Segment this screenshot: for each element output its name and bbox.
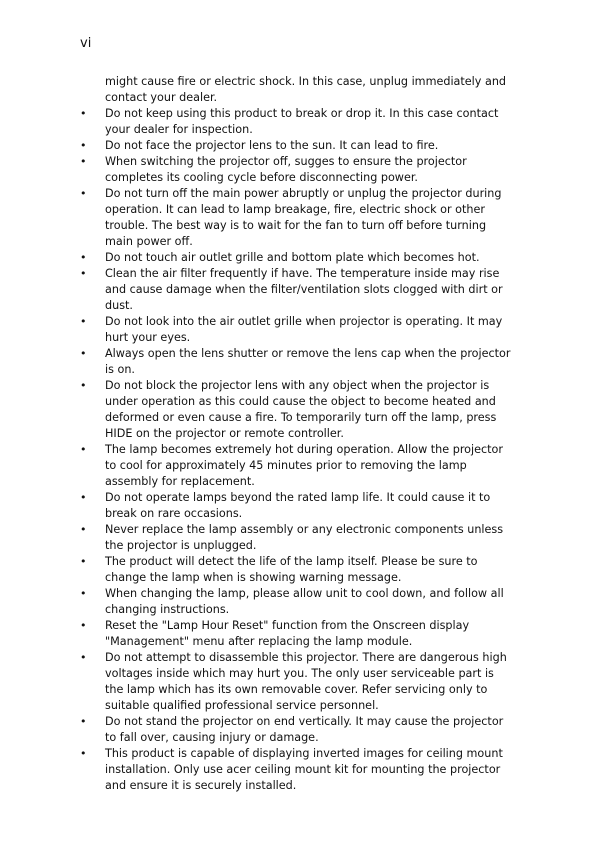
list-item xyxy=(80,442,512,490)
list-item-text: Do not operate lamps beyond the rated lamp life. It could cause it to break on rare occasions. xyxy=(105,491,491,520)
list-item xyxy=(80,618,512,650)
list-item-text: When changing the lamp, please allow unit to cool down, and follow all changing instructions. xyxy=(105,587,504,616)
bullet-icon: • xyxy=(80,491,87,504)
bullet-icon: • xyxy=(80,155,87,168)
list-item-text: Do not attempt to disassemble this projector. There are dangerous high voltages inside which may hurt you. The only user serviceable part is the lamp which has its own removable cover. Refer servicing only to suitable qualified professional service personnel. xyxy=(105,651,507,712)
list-item-text: Do not face the projector lens to the sun. It can lead to fire. xyxy=(105,139,439,152)
list-item-text: When switching the projector off, sugges to ensure the projector completes its cooling cycle before disconnecting power. xyxy=(105,155,467,184)
bullet-icon: • xyxy=(80,443,87,456)
bullet-icon: • xyxy=(80,619,87,632)
page-number: vi xyxy=(80,36,92,51)
list-item xyxy=(80,250,512,266)
list-item-text: This product is capable of displaying inverted images for ceiling mount installation. Only use acer ceiling mount kit for mounting the projector and ensure it is securely installed. xyxy=(105,747,503,792)
list-item xyxy=(80,346,512,378)
list-item-text: Do not turn off the main power abruptly or unplug the projector during operation. It can lead to lamp breakage, fire, electric shock or other trouble. The best way is to wait for the fan to turn off before turning main power off. xyxy=(105,187,502,248)
list-item-text: Do not look into the air outlet grille when projector is operating. It may hurt your eyes. xyxy=(105,315,503,344)
bullet-icon: • xyxy=(80,187,87,200)
bullet-icon: • xyxy=(80,587,87,600)
bullet-icon: • xyxy=(80,651,87,664)
list-item xyxy=(80,138,512,154)
bullet-icon: • xyxy=(80,251,87,264)
bullet-icon: • xyxy=(80,379,87,392)
bullet-icon: • xyxy=(80,139,87,152)
list-item-text: Do not stand the projector on end vertically. It may cause the projector to fall over, causing injury or damage. xyxy=(105,715,504,744)
list-item-text: Always open the lens shutter or remove the lens cap when the projector is on. xyxy=(105,347,511,376)
list-item xyxy=(80,314,512,346)
continuation-paragraph: might cause fire or electric shock. In this case, unplug immediately and contact your dealer. xyxy=(105,75,507,104)
list-item-text: Do not keep using this product to break or drop it. In this case contact your dealer for inspection. xyxy=(105,107,499,136)
list-item xyxy=(80,650,512,714)
list-item xyxy=(80,586,512,618)
list-item-text: Clean the air filter frequently if have. The temperature inside may rise and cause damage when the filter/ventilation slots clogged with dirt or dust. xyxy=(105,267,503,312)
bullet-icon: • xyxy=(80,715,87,728)
safety-content xyxy=(80,74,512,794)
list-item xyxy=(80,154,512,186)
list-item xyxy=(80,106,512,138)
list-item xyxy=(80,746,512,794)
bullet-icon: • xyxy=(80,747,87,760)
list-item xyxy=(80,266,512,314)
bullet-icon: • xyxy=(80,107,87,120)
bullet-icon: • xyxy=(80,555,87,568)
bullet-icon: • xyxy=(80,315,87,328)
list-item-text: Reset the "Lamp Hour Reset" function from the Onscreen display "Management" menu after replacing the lamp module. xyxy=(105,619,470,648)
list-item-text: Never replace the lamp assembly or any electronic components unless the projector is unplugged. xyxy=(105,523,504,552)
safety-list xyxy=(80,106,512,794)
list-item-text: Do not touch air outlet grille and bottom plate which becomes hot. xyxy=(105,251,480,264)
bullet-icon: • xyxy=(80,523,87,536)
list-item xyxy=(80,378,512,442)
list-item xyxy=(80,186,512,250)
bullet-icon: • xyxy=(80,267,87,280)
bullet-icon: • xyxy=(80,347,87,360)
list-item xyxy=(80,490,512,522)
list-item xyxy=(80,714,512,746)
list-item-text: Do not block the projector lens with any object when the projector is under operation as this could cause the object to become heated and deformed or even cause a fire. To temporarily turn off the lamp, press HIDE on the projector or remote controller. xyxy=(105,379,497,440)
list-item xyxy=(80,522,512,554)
list-item-text: The product will detect the life of the lamp itself. Please be sure to change the lamp when is showing warning message. xyxy=(105,555,478,584)
list-item xyxy=(80,554,512,586)
list-item-text: The lamp becomes extremely hot during operation. Allow the projector to cool for approximately 45 minutes prior to removing the lamp assembly for replacement. xyxy=(105,443,503,488)
